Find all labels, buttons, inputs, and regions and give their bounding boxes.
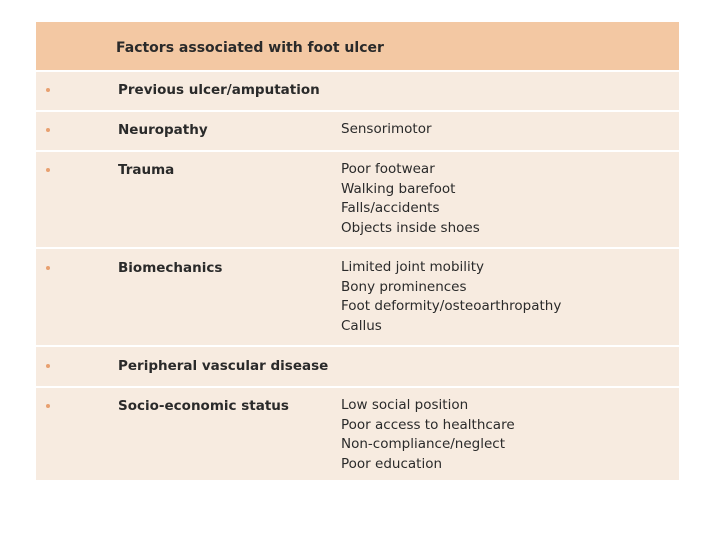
factor-details bbox=[341, 396, 515, 474]
row-divider bbox=[36, 247, 679, 249]
detail-item: Objects inside shoes bbox=[341, 219, 480, 236]
factor-label: Neuropathy bbox=[118, 122, 208, 138]
detail-item: Low social position bbox=[341, 397, 469, 413]
detail-item: Falls/accidents bbox=[341, 200, 440, 217]
bullet-icon bbox=[46, 128, 50, 132]
factor-label: Biomechanics bbox=[118, 260, 223, 276]
row-divider bbox=[36, 345, 679, 347]
factor-label: Trauma bbox=[118, 162, 175, 178]
detail-item: Walking barefoot bbox=[341, 180, 456, 197]
detail-item: Callus bbox=[341, 317, 382, 334]
table-title: Factors associated with foot ulcer bbox=[116, 40, 384, 56]
foot-ulcer-factors-table bbox=[36, 22, 679, 480]
row-divider bbox=[36, 150, 679, 152]
bullet-icon bbox=[46, 266, 50, 270]
detail-item: Poor footwear bbox=[341, 161, 435, 177]
bullet-icon bbox=[46, 404, 50, 408]
factor-label: Peripheral vascular disease bbox=[118, 358, 329, 374]
detail-item: Bony prominences bbox=[341, 278, 467, 295]
row-divider bbox=[36, 70, 679, 72]
factor-details bbox=[341, 258, 561, 336]
factor-details bbox=[341, 120, 432, 140]
factor-details bbox=[341, 160, 480, 238]
table-header bbox=[36, 22, 679, 70]
detail-item: Non-compliance/neglect bbox=[341, 436, 505, 453]
detail-item: Sensorimotor bbox=[341, 121, 432, 137]
detail-item: Poor education bbox=[341, 455, 443, 472]
detail-item: Limited joint mobility bbox=[341, 259, 485, 275]
factor-label: Previous ulcer/amputation bbox=[118, 82, 320, 98]
bullet-icon bbox=[46, 88, 50, 92]
row-divider bbox=[36, 386, 679, 388]
detail-item: Poor access to healthcare bbox=[341, 416, 515, 433]
bullet-icon bbox=[46, 168, 50, 172]
row-divider bbox=[36, 110, 679, 112]
detail-item: Foot deformity/osteoarthropathy bbox=[341, 298, 562, 315]
bullet-icon bbox=[46, 364, 50, 368]
factor-label: Socio-economic status bbox=[118, 398, 289, 414]
